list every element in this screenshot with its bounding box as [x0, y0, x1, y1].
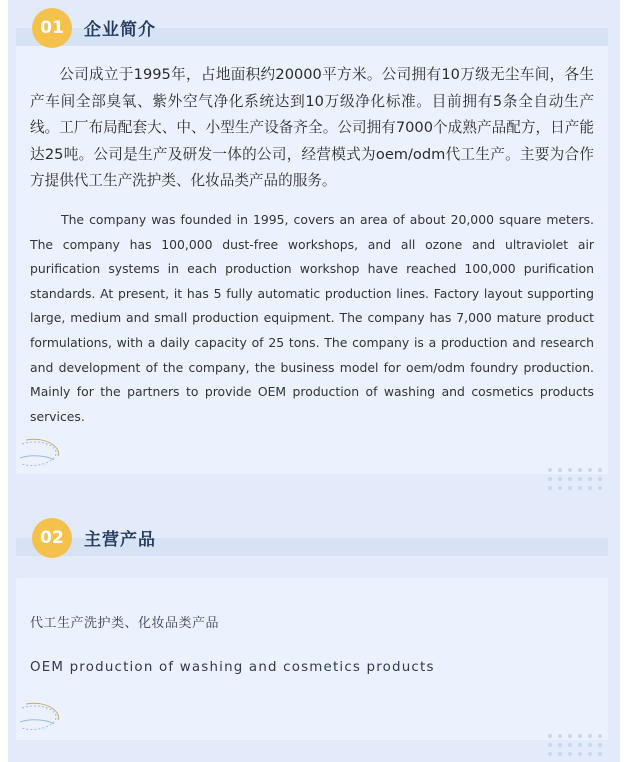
main-products-card: [16, 578, 608, 740]
main-products-chinese-text: 代工生产洗护类、化妆品类产品: [30, 616, 220, 631]
section-title: 企业简介: [84, 20, 156, 40]
dot-grid-decoration: [545, 466, 605, 492]
section-number-badge: 02: [32, 518, 72, 558]
main-products-english-text: OEM production of washing and cosmetics products: [30, 660, 435, 675]
section-title: 主营产品: [84, 530, 156, 550]
company-profile-chinese-text: 公司成立于1995年，占地面积约20000平方米。公司拥有10万级无尘车间，各生产车间全部臭氧、紫外空气净化系统达到10万级净化标准。目前拥有5条全自动生产线。工厂布局配套大、中、小型生产设备齐全。公司拥有7000个成熟产品配方，日产能达25吨。公司是生产及研发一体的公司，经营模式为oem/odm代工生产。主要为合作方提供代工生产洗护类、化妆品类产品的服务。: [30, 66, 594, 189]
dot-grid-decoration: [545, 732, 605, 758]
section-header-main-products: [8, 512, 608, 556]
company-profile-card: [16, 46, 608, 474]
section-header-company-profile: [8, 2, 608, 46]
section-number-badge: 01: [32, 8, 72, 48]
swirl-decoration-icon: [18, 434, 62, 474]
swirl-decoration-icon: [18, 698, 62, 738]
company-profile-english-text: The company was founded in 1995, covers an area of about 20,000 square meters. The company has 100,000 dust-free workshops, and all ozone and ultraviolet air purification systems in each production workshop have reached 100,000 purification standards. At present, it has 5 fully automatic production lines. Factory layout supporting large, medium and small production equipment. The company has 7,000 mature product formulations, with a daily capacity of 25 tons. The company is a production and research and development of the company, the business model for oem/odm foundry production. Mainly for the partners to provide OEM production of washing and cosmetics products services.: [30, 212, 594, 424]
